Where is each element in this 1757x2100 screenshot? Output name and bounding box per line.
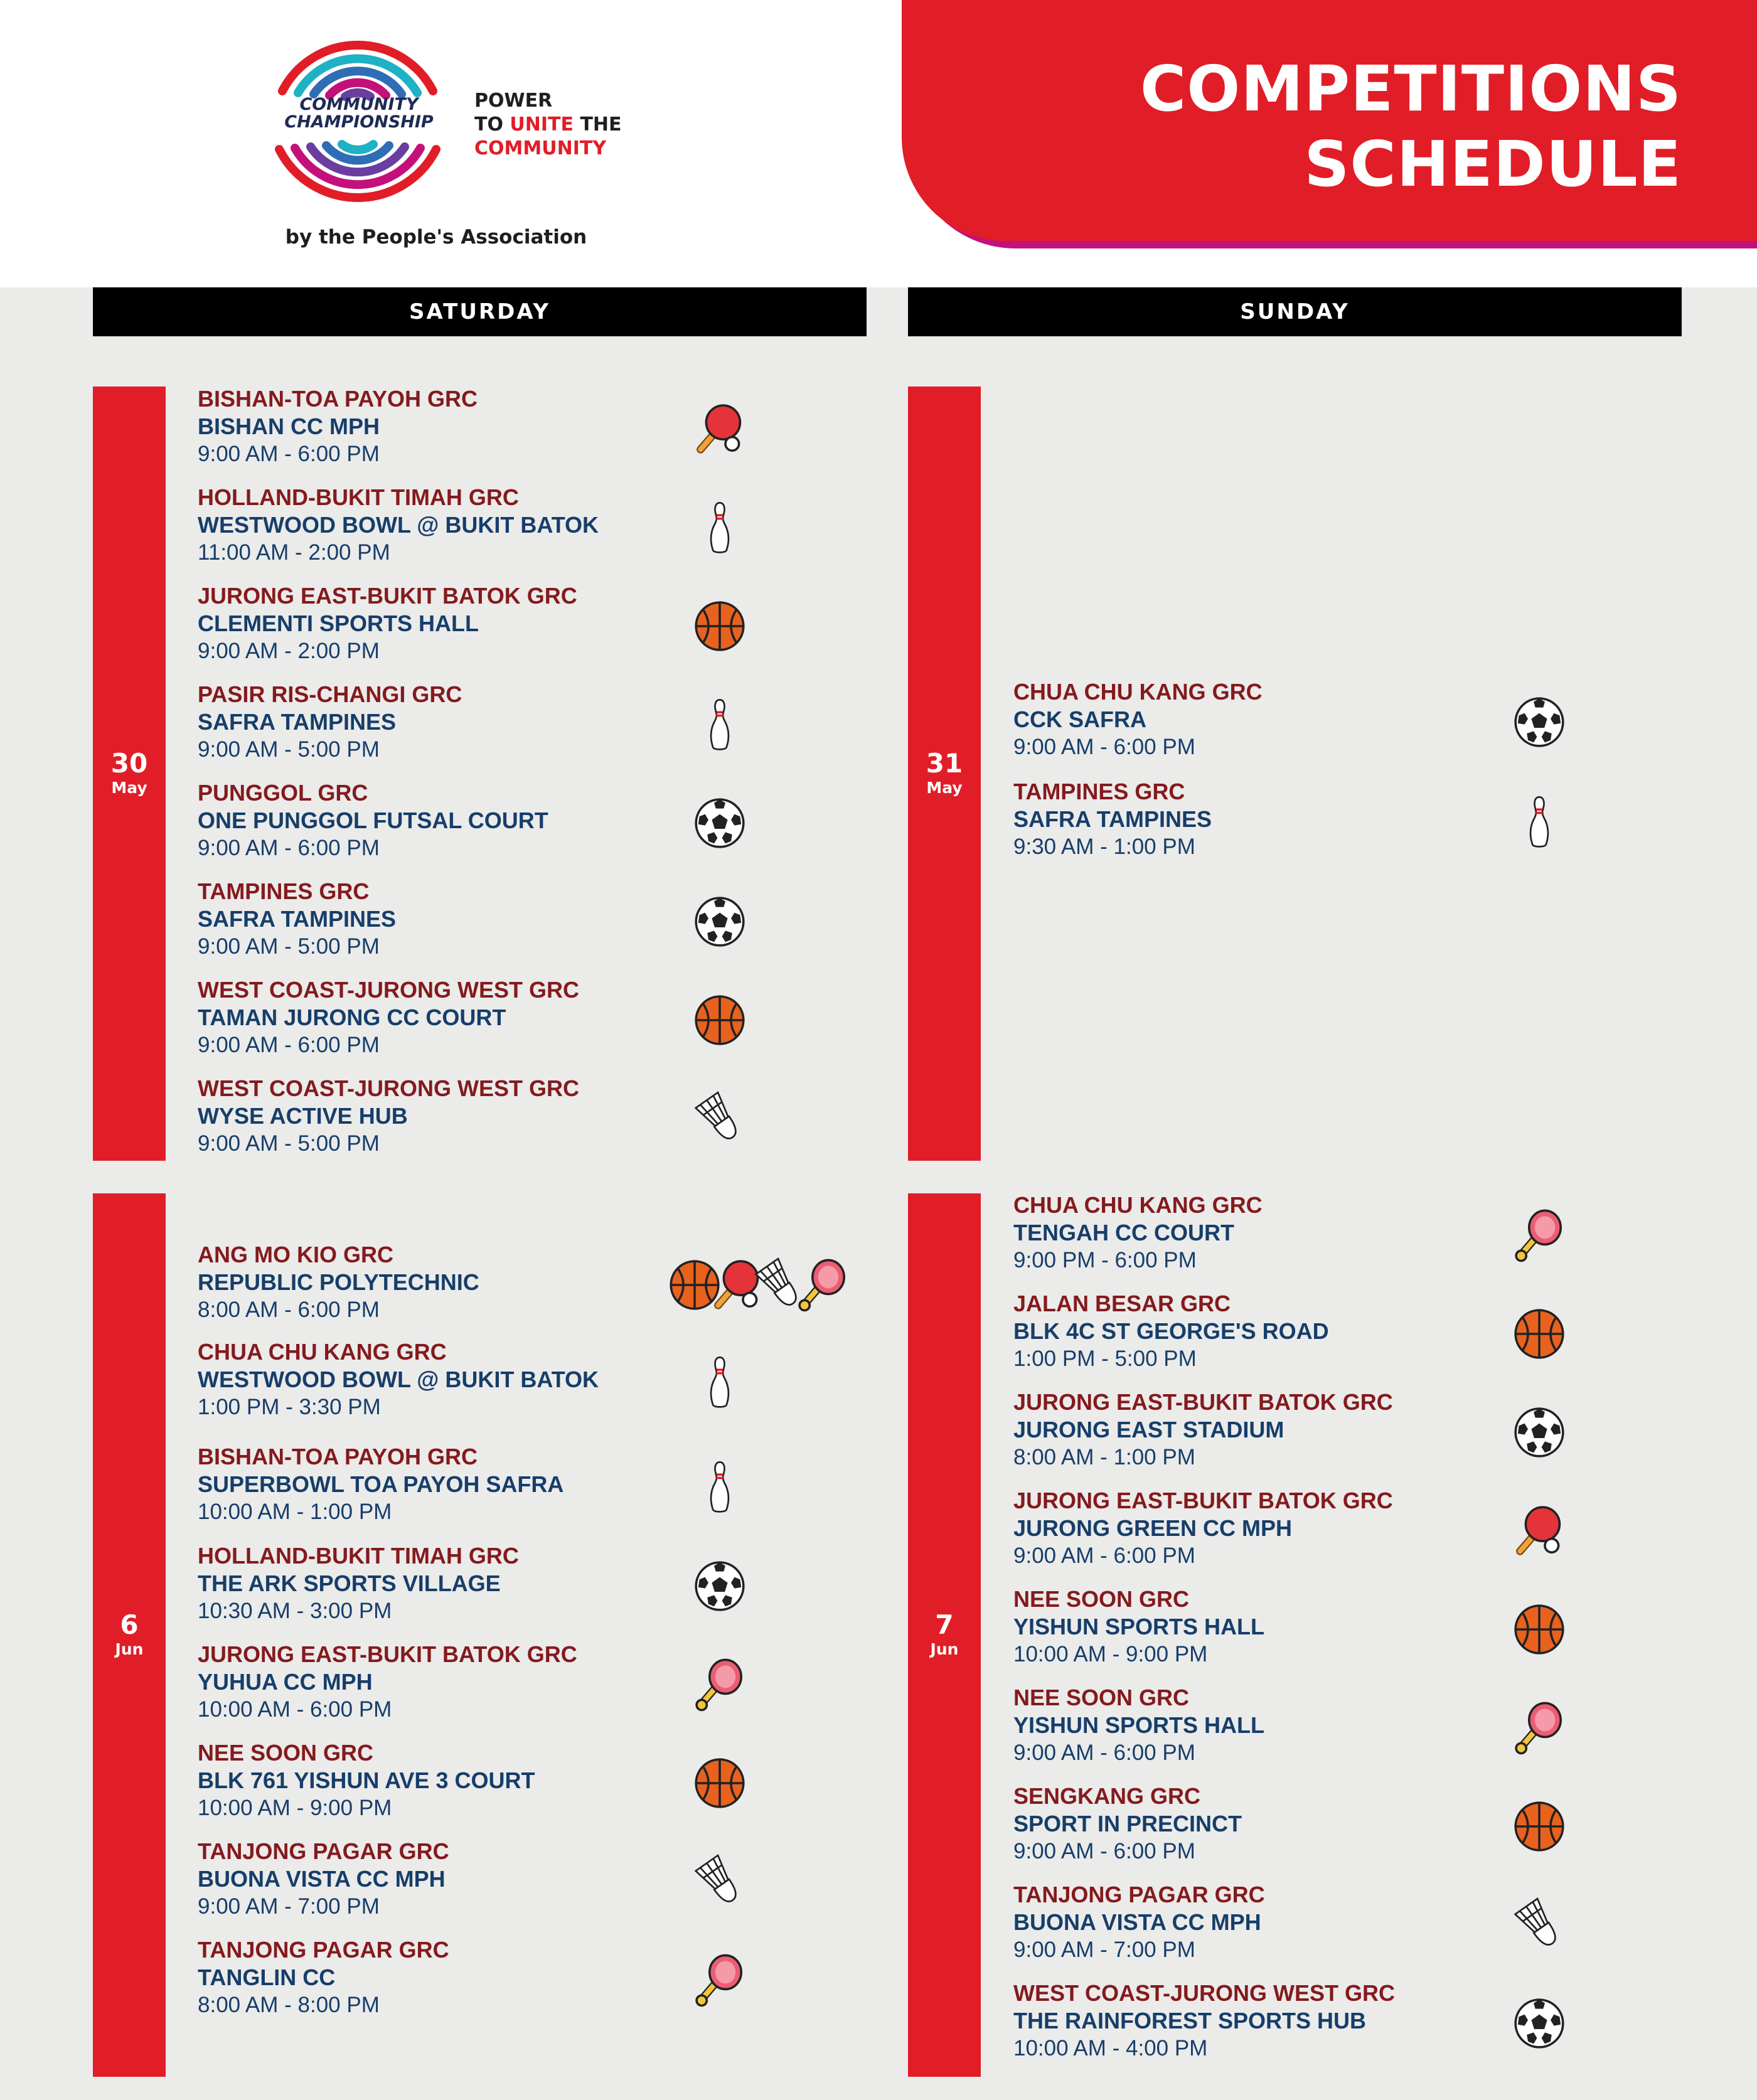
schedule-event	[1013, 678, 1578, 766]
schedule-event	[198, 878, 762, 966]
schedule-event	[198, 1936, 762, 2024]
date-month: Jun	[115, 1640, 144, 1658]
bowling-pin-icon	[1511, 794, 1567, 850]
football-icon	[1511, 1404, 1567, 1461]
date-bar-6-jun	[93, 1193, 166, 2077]
event-venue: WESTWOOD BOWL @ BUKIT BATOK	[198, 512, 599, 538]
date-day: 6	[120, 1609, 139, 1640]
event-time: 9:00 AM - 6:00 PM	[1013, 1839, 1195, 1863]
event-time: 10:00 AM - 9:00 PM	[1013, 1642, 1208, 1666]
event-time: 9:00 AM - 6:00 PM	[198, 442, 380, 466]
pickleball-icon	[692, 1952, 748, 2008]
event-time: 9:00 AM - 7:00 PM	[198, 1894, 380, 1919]
schedule-event	[1013, 1388, 1578, 1476]
basketball-icon	[1511, 1798, 1567, 1855]
event-grc: TANJONG PAGAR GRC	[198, 1937, 449, 1963]
schedule-event	[198, 1443, 762, 1531]
event-venue: SPORT IN PRECINCT	[1013, 1811, 1242, 1836]
table-tennis-icon	[1511, 1503, 1567, 1559]
event-time: 9:00 AM - 5:00 PM	[198, 934, 380, 959]
pickleball-icon	[1511, 1207, 1567, 1264]
date-month: May	[926, 779, 963, 797]
event-grc: NEE SOON GRC	[1013, 1586, 1190, 1612]
event-grc: TAMPINES GRC	[1013, 779, 1185, 804]
schedule-event	[1013, 1881, 1578, 1969]
event-venue: CLEMENTI SPORTS HALL	[198, 610, 479, 636]
event-time: 1:00 PM - 5:00 PM	[1013, 1346, 1197, 1371]
event-time: 10:00 AM - 4:00 PM	[1013, 2036, 1208, 2060]
logo-text-community: COMMUNITY	[299, 95, 419, 114]
event-venue: JURONG EAST STADIUM	[1013, 1417, 1284, 1442]
event-venue: BLK 4C ST GEORGE'S ROAD	[1013, 1318, 1329, 1344]
basketball-icon	[692, 992, 748, 1048]
event-venue: JURONG GREEN CC MPH	[1013, 1515, 1293, 1541]
basketball-icon	[1511, 1601, 1567, 1658]
schedule-event	[198, 779, 762, 867]
event-grc: ANG MO KIO GRC	[198, 1242, 393, 1267]
shuttlecock-icon	[692, 1090, 748, 1147]
event-grc: TAMPINES GRC	[198, 878, 370, 904]
event-time: 9:00 AM - 2:00 PM	[198, 639, 380, 663]
event-grc: HOLLAND-BUKIT TIMAH GRC	[198, 484, 519, 510]
event-grc: BISHAN-TOA PAYOH GRC	[198, 1444, 478, 1469]
event-time: 9:00 AM - 6:00 PM	[1013, 1740, 1195, 1765]
bowling-pin-icon	[692, 1354, 748, 1410]
event-venue: YISHUN SPORTS HALL	[1013, 1712, 1265, 1738]
event-grc: CHUA CHU KANG GRC	[198, 1339, 447, 1365]
event-venue: THE RAINFOREST SPORTS HUB	[1013, 2008, 1367, 2033]
event-time: 8:00 AM - 6:00 PM	[198, 1298, 380, 1322]
event-venue: THE ARK SPORTS VILLAGE	[198, 1570, 501, 1596]
football-icon	[692, 893, 748, 950]
event-time: 10:00 AM - 1:00 PM	[198, 1500, 392, 1524]
event-venue: SUPERBOWL TOA PAYOH SAFRA	[198, 1471, 564, 1497]
event-time: 9:00 AM - 6:00 PM	[1013, 1543, 1195, 1568]
event-grc: JURONG EAST-BUKIT BATOK GRC	[1013, 1488, 1393, 1513]
date-day: 30	[110, 748, 148, 779]
date-bar-30-may	[93, 386, 166, 1161]
event-time: 10:00 AM - 6:00 PM	[198, 1697, 392, 1722]
date-month: Jun	[930, 1640, 959, 1658]
schedule-event	[198, 484, 762, 572]
community-championship-logo	[251, 19, 653, 226]
event-grc: TANJONG PAGAR GRC	[1013, 1882, 1265, 1907]
event-grc: JURONG EAST-BUKIT BATOK GRC	[198, 1641, 577, 1667]
event-time: 1:00 PM - 3:30 PM	[198, 1395, 381, 1419]
event-time: 9:00 AM - 7:00 PM	[1013, 1937, 1195, 1962]
tagline-unite: TO UNITE THE	[474, 114, 622, 136]
page-title-line2: SCHEDULE	[1304, 127, 1682, 201]
tagline-power: POWER	[474, 90, 553, 112]
event-time: 9:00 PM - 6:00 PM	[1013, 1248, 1197, 1272]
bowling-pin-icon	[692, 499, 748, 556]
event-grc: TANJONG PAGAR GRC	[198, 1838, 449, 1864]
schedule-event	[198, 1739, 762, 1827]
event-grc: WEST COAST-JURONG WEST GRC	[198, 977, 580, 1003]
table-tennis-icon	[692, 401, 748, 457]
event-venue: CCK SAFRA	[1013, 706, 1146, 732]
shuttlecock-icon	[692, 1853, 748, 1910]
pickleball-icon	[1511, 1700, 1567, 1756]
bowling-pin-icon	[692, 1459, 748, 1515]
event-grc: BISHAN-TOA PAYOH GRC	[198, 386, 478, 412]
shuttlecock-icon	[1511, 1897, 1567, 1953]
football-icon	[692, 795, 748, 851]
schedule-event	[198, 1075, 762, 1163]
basketball-icon	[692, 598, 748, 654]
schedule-event	[1013, 1191, 1578, 1279]
date-day: 31	[926, 748, 963, 779]
event-venue: TAMAN JURONG CC COURT	[198, 1005, 506, 1030]
football-icon	[692, 1558, 748, 1614]
page-header	[0, 0, 1757, 287]
football-icon	[1511, 1995, 1567, 2052]
schedule-event	[198, 582, 762, 670]
schedule-event	[1013, 1684, 1578, 1772]
basketball-icon	[692, 1755, 748, 1811]
event-time: 8:00 AM - 1:00 PM	[1013, 1445, 1195, 1469]
schedule-event	[1013, 1586, 1578, 1673]
schedule-event	[198, 1838, 762, 1926]
schedule-event	[1013, 1290, 1578, 1378]
event-venue: TENGAH CC COURT	[1013, 1220, 1234, 1245]
event-time: 8:00 AM - 8:00 PM	[198, 1993, 380, 2017]
schedule-event	[198, 385, 762, 473]
schedule-event	[1013, 1783, 1578, 1870]
event-venue: BUONA VISTA CC MPH	[1013, 1909, 1261, 1935]
event-venue: WYSE ACTIVE HUB	[198, 1103, 408, 1129]
event-time: 11:00 AM - 2:00 PM	[198, 540, 390, 565]
date-bar-7-jun	[908, 1193, 981, 2077]
schedule-event	[198, 1338, 762, 1426]
event-grc: WEST COAST-JURONG WEST GRC	[198, 1075, 580, 1101]
event-grc: JURONG EAST-BUKIT BATOK GRC	[1013, 1389, 1393, 1415]
event-grc: WEST COAST-JURONG WEST GRC	[1013, 1980, 1396, 2006]
tagline-community: COMMUNITY	[474, 137, 607, 159]
event-venue: YUHUA CC MPH	[198, 1669, 373, 1695]
event-grc: JALAN BESAR GRC	[1013, 1291, 1231, 1316]
football-icon	[1511, 694, 1567, 750]
schedule-event	[1013, 1980, 1578, 2067]
event-venue: BLK 761 YISHUN AVE 3 COURT	[198, 1767, 535, 1793]
event-venue: BUONA VISTA CC MPH	[198, 1866, 446, 1892]
day-header-sunday: SUNDAY	[908, 287, 1682, 336]
schedule-event	[198, 681, 762, 769]
event-grc: NEE SOON GRC	[1013, 1685, 1190, 1710]
event-time: 10:30 AM - 3:00 PM	[198, 1599, 392, 1623]
page-title	[1140, 51, 1682, 202]
event-venue: TANGLIN CC	[198, 1964, 336, 1990]
pickleball-icon	[692, 1656, 748, 1713]
event-time: 9:00 AM - 5:00 PM	[198, 737, 380, 762]
event-grc: CHUA CHU KANG GRC	[1013, 1192, 1263, 1218]
event-time: 9:30 AM - 1:00 PM	[1013, 834, 1195, 859]
event-venue: BISHAN CC MPH	[198, 413, 380, 439]
event-venue: SAFRA TAMPINES	[1013, 806, 1212, 832]
date-day: 7	[935, 1609, 954, 1640]
schedule-event	[198, 976, 762, 1064]
event-venue: YISHUN SPORTS HALL	[1013, 1614, 1265, 1639]
event-venue: SAFRA TAMPINES	[198, 906, 397, 932]
event-venue: WESTWOOD BOWL @ BUKIT BATOK	[198, 1367, 599, 1392]
schedule-event	[198, 1542, 762, 1630]
event-time: 9:00 AM - 5:00 PM	[198, 1131, 380, 1156]
event-grc: CHUA CHU KANG GRC	[1013, 679, 1263, 705]
page-title-line1: COMPETITIONS	[1140, 52, 1682, 125]
bowling-pin-icon	[692, 696, 748, 753]
event-grc: HOLLAND-BUKIT TIMAH GRC	[198, 1543, 519, 1569]
event-time: 9:00 AM - 6:00 PM	[198, 836, 380, 860]
event-time: 10:00 AM - 9:00 PM	[198, 1796, 392, 1820]
date-bar-31-may	[908, 386, 981, 1161]
event-time: 9:00 AM - 6:00 PM	[1013, 735, 1195, 759]
event-time: 9:00 AM - 6:00 PM	[198, 1033, 380, 1057]
schedule-event	[1013, 778, 1578, 866]
event-venue: REPUBLIC POLYTECHNIC	[198, 1269, 479, 1295]
logo-text-championship: CHAMPIONSHIP	[284, 112, 434, 132]
event-grc: PUNGGOL GRC	[198, 780, 368, 806]
event-grc: JURONG EAST-BUKIT BATOK GRC	[198, 583, 577, 609]
event-grc: PASIR RIS-CHANGI GRC	[198, 681, 462, 707]
title-banner	[902, 0, 1757, 241]
event-venue: SAFRA TAMPINES	[198, 709, 397, 735]
basketball-icon	[1511, 1306, 1567, 1362]
byline: by the People's Association	[285, 226, 587, 248]
event-grc: NEE SOON GRC	[198, 1740, 374, 1766]
day-header-saturday: SATURDAY	[93, 287, 867, 336]
pickleball-icon	[794, 1257, 851, 1313]
date-month: May	[111, 779, 147, 797]
schedule-event	[1013, 1487, 1578, 1575]
event-grc: SENGKANG GRC	[1013, 1783, 1201, 1809]
schedule-event	[198, 1641, 762, 1729]
event-venue: ONE PUNGGOL FUTSAL COURT	[198, 807, 548, 833]
